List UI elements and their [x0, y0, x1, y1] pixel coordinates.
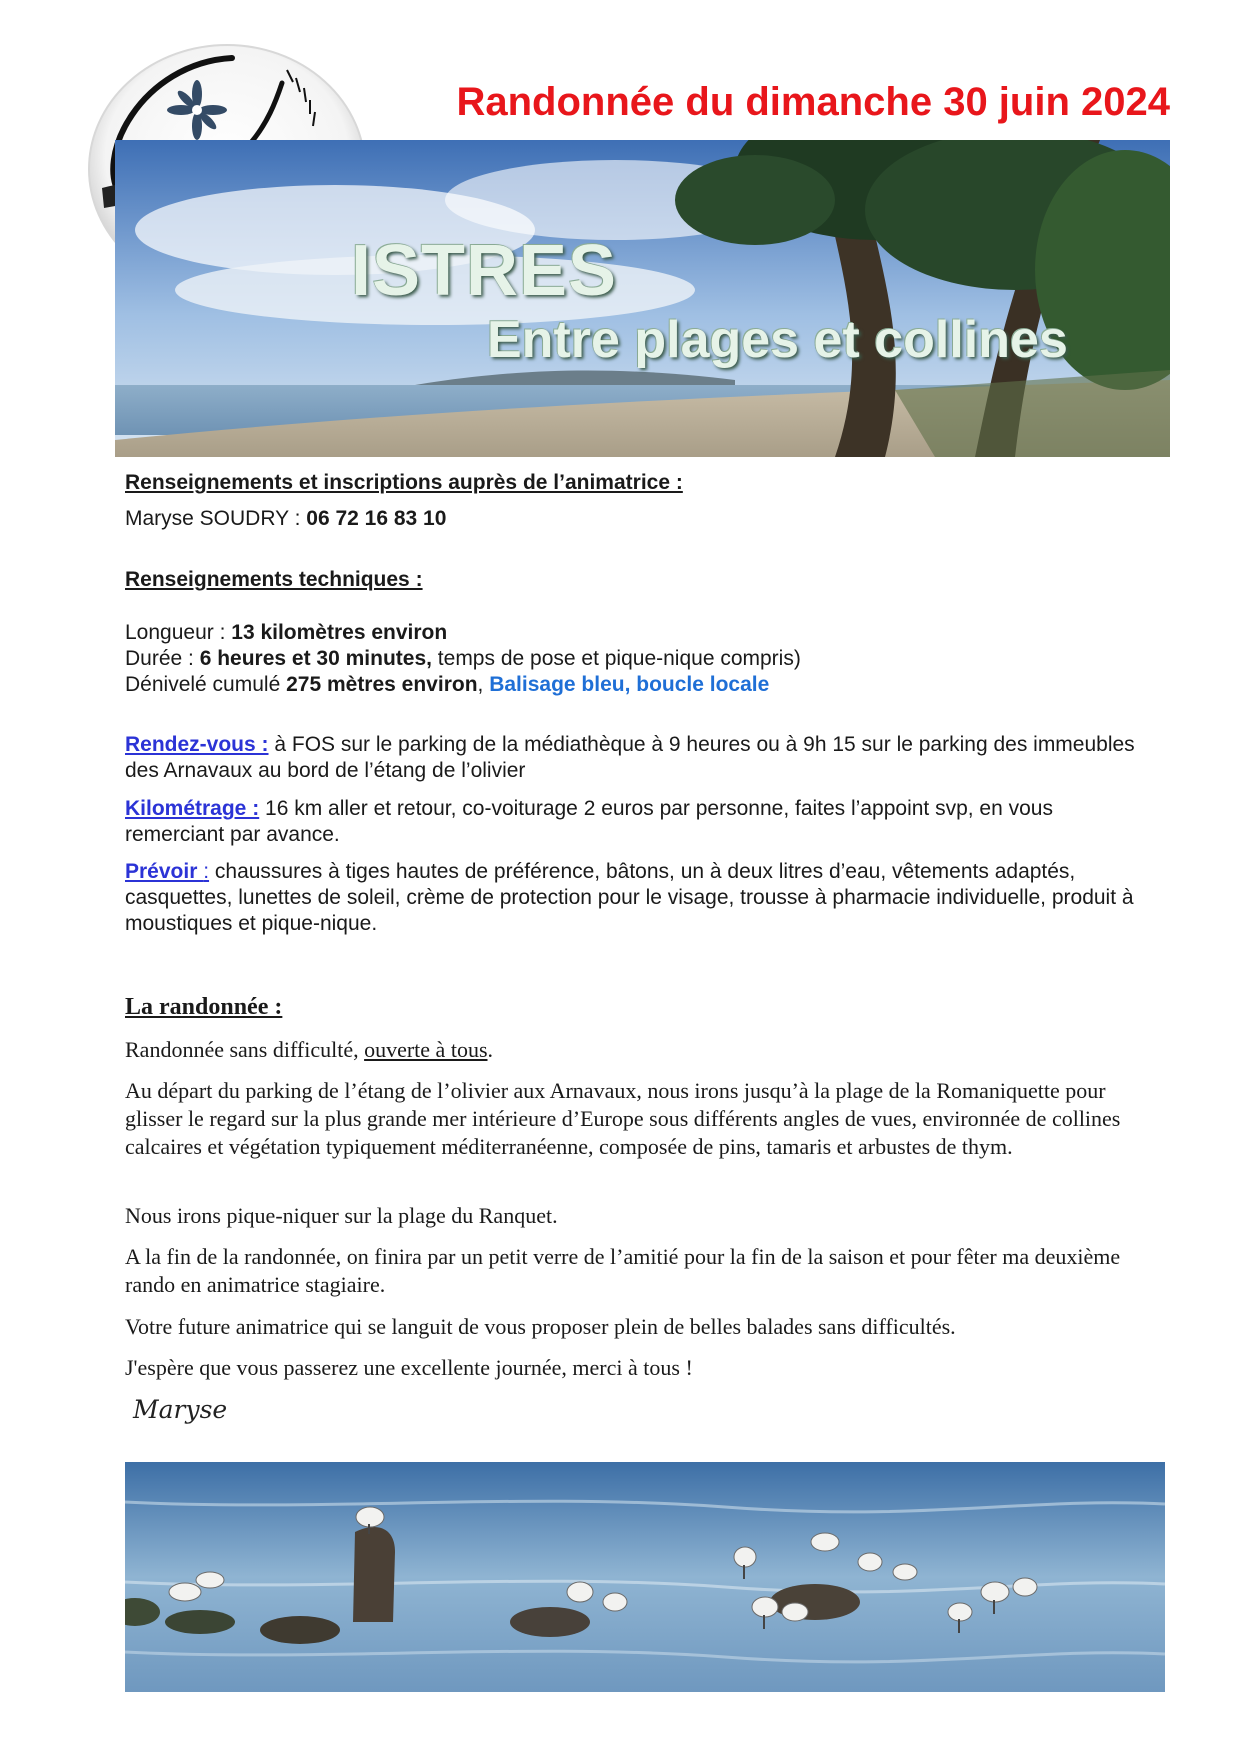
contact-phone[interactable]: 06 72 16 83 10 [306, 507, 447, 530]
prevoir-label: Prévoir [125, 860, 204, 883]
elevation-label: Dénivelé cumulé [125, 673, 287, 696]
seagulls-photo [125, 1462, 1165, 1692]
signature: Maryse [133, 1395, 228, 1424]
contact-heading: Renseignements et inscriptions auprès de l’animatrice : [125, 471, 683, 494]
elevation-value: 275 mètres environ [286, 673, 478, 696]
length-line [125, 620, 1145, 646]
banner-photo [115, 140, 1170, 457]
hike-intro-underlined: ouverte à tous [364, 1037, 488, 1062]
hike-intro-end: . [487, 1037, 493, 1062]
hike-intro [125, 1036, 1145, 1064]
rdv-text: à FOS sur le parking de la médiathèque à 9 heures ou à 9h 15 sur le parking des immeubles des Arnavaux au bord de l’étang de l’olivier [125, 733, 1135, 782]
hike-paragraph-picnic: Nous irons pique-niquer sur la plage du Ranquet. [125, 1203, 558, 1228]
length-value: 13 kilomètres environ [231, 621, 448, 644]
contact-line [125, 506, 1145, 532]
hike-intro-start: Randonnée sans difficulté, [125, 1037, 365, 1062]
km-label: Kilométrage : [125, 797, 260, 820]
elevation-separator: , [477, 673, 490, 696]
prevoir-text: chaussures à tiges hautes de préférence, bâtons, un à deux litres d’eau, vêtements adaptés, casquettes, lunettes de soleil, crème de protection pour le visage, trousse à pharmacie individuelle, produit à moustiques et pique-nique. [125, 860, 1134, 935]
km-paragraph [125, 796, 1145, 848]
duration-value: 6 heures et 30 minutes, [199, 647, 432, 670]
hike-heading: La randonnée : [125, 994, 283, 1020]
duration-line [125, 646, 1145, 672]
marking-info: Balisage bleu, boucle locale [489, 673, 770, 696]
length-label: Longueur : [125, 621, 232, 644]
prevoir-colon: : [203, 860, 210, 883]
technical-heading: Renseignements techniques : [125, 568, 423, 591]
hike-paragraph-route: Au départ du parking de l’étang de l’olivier aux Arnavaux, nous irons jusqu’à la plage de la Romaniquette pour glisser le regard sur la plus grande mer intérieure d’Europe sous différents angles de vues, environnée de collines calcaires et végétation typiquement méditerranéenne, composée de pins, tamaris et arbustes de thym. [125, 1078, 1121, 1159]
banner-subtitle: Entre plages et collines [487, 311, 1068, 369]
hike-paragraph-guide: Votre future animatrice qui se languit de vous proposer plein de belles balades sans difficultés. [125, 1314, 956, 1339]
duration-label: Durée : [125, 647, 200, 670]
hike-paragraph-closing: J'espère que vous passerez une excellente journée, merci à tous ! [125, 1355, 693, 1380]
rdv-paragraph [125, 732, 1145, 784]
duration-rest: temps de pose et pique-nique compris) [431, 647, 801, 670]
km-text: 16 km aller et retour, co-voiturage 2 euros par personne, faites l’appoint svp, en vous remerciant par avance. [125, 797, 1053, 846]
page-title: Randonnée du dimanche 30 juin 2024 [456, 80, 1170, 124]
banner-title: ISTRES [351, 231, 618, 311]
contact-name: Maryse SOUDRY : [125, 507, 307, 530]
rdv-label: Rendez-vous : [125, 733, 269, 756]
hike-paragraph-celebration: A la fin de la randonnée, on finira par un petit verre de l’amitié pour la fin de la saison et pour fêter ma deuxième rando en animatrice stagiaire. [125, 1244, 1121, 1297]
prevoir-paragraph [125, 859, 1145, 937]
elevation-line [125, 672, 1145, 698]
